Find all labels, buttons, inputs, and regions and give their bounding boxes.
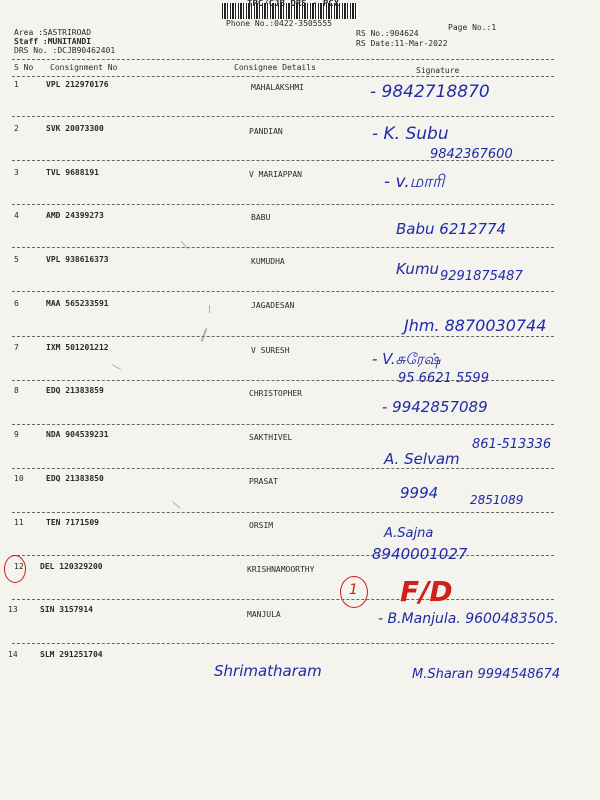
- row-consignee: PRASAT: [249, 477, 278, 486]
- row-rule: [12, 424, 554, 425]
- col-consignment: Consignment No: [50, 63, 118, 72]
- row-consignee: KUMUDHA: [251, 257, 285, 266]
- row-sno: 2: [14, 124, 19, 133]
- row-sno: 12: [14, 562, 24, 571]
- handwritten-phone: 9291875487: [440, 269, 523, 284]
- row-rule: [12, 116, 554, 117]
- red-circled-number: 1: [349, 582, 358, 598]
- row-consignee: ORSIM: [249, 521, 274, 530]
- row-consignment: EDQ 21383850: [46, 474, 104, 483]
- col-signature: Signature: [416, 66, 460, 75]
- row-consignment: MAA 565233591: [46, 299, 109, 308]
- row-consignment: SIN 3157914: [40, 605, 93, 614]
- handwritten-phone: 95 6621 5599: [398, 371, 489, 386]
- row-consignment: IXM 501201212: [46, 343, 109, 352]
- row-consignment: TEN 7171509: [46, 518, 99, 527]
- row-rule: [12, 291, 554, 292]
- row-rule: [12, 468, 554, 469]
- row-rule: [12, 204, 554, 205]
- sheet-title: TPC/CJB DRS - PCX: [247, 0, 340, 9]
- row-consignment: VPL 938616373: [46, 255, 109, 264]
- handwritten-signature: - V.சுரேஷ்: [372, 350, 441, 368]
- row-consignment: SLM 291251704: [40, 650, 103, 659]
- row-consignment: DEL 120329200: [40, 562, 103, 571]
- handwritten-signature: A. Selvam: [384, 450, 460, 468]
- row-rule: [12, 555, 554, 556]
- phone-number: Phone No.:0422-3505555: [226, 19, 332, 28]
- staff-label: Staff :MUNITANDI: [14, 37, 92, 46]
- handwritten-signature: 9994: [400, 484, 439, 502]
- red-circle-mark: [340, 576, 368, 608]
- handwritten-signature: M.Sharan 9994548674: [412, 667, 561, 682]
- row-rule: [12, 336, 554, 337]
- row-sno: 8: [14, 386, 19, 395]
- drs-number: DRS No. :DCJB90462401: [14, 46, 116, 55]
- col-sno: S No: [14, 63, 34, 72]
- row-consignee: V SURESH: [251, 346, 290, 355]
- scan-artifact: [209, 305, 210, 313]
- area-label: Area :SASTRIROAD: [14, 28, 92, 37]
- handwritten-phone: 8940001027: [372, 545, 468, 563]
- row-sno: 9: [14, 430, 19, 439]
- handwritten-signature: Jhm. 8870030744: [404, 316, 547, 335]
- scan-artifact: [172, 501, 180, 508]
- row-consignment: SVK 20073300: [46, 124, 104, 133]
- handwritten-signature: - B.Manjula. 9600483505.: [378, 611, 559, 627]
- row-sno: 6: [14, 299, 19, 308]
- header-top-rule: [12, 59, 554, 60]
- row-sno: 7: [14, 343, 19, 352]
- row-consignee: KRISHNAMOORTHY: [247, 565, 315, 574]
- row-consignment: VPL 212970176: [46, 80, 109, 89]
- handwritten-signature: Kumu: [396, 260, 440, 278]
- handwritten-phone: 9842367600: [430, 147, 513, 162]
- handwritten-signature: - 9942857089: [382, 398, 488, 416]
- row-rule: [12, 247, 554, 248]
- handwritten-signature: Shrimatharam: [214, 662, 322, 680]
- row-consignment: AMD 24399273: [46, 211, 104, 220]
- header-bottom-rule: [12, 76, 554, 77]
- row-consignee: V MARIAPPAN: [249, 170, 302, 179]
- row-sno: 4: [14, 211, 19, 220]
- row-12-circle-mark: [4, 555, 26, 583]
- row-consignment: TVL 9688191: [46, 168, 99, 177]
- row-consignee: MAHALAKSHMI: [251, 83, 304, 92]
- row-rule: [12, 643, 554, 644]
- handwritten-signature: - v.மாரி: [384, 172, 445, 192]
- row-rule: [12, 512, 554, 513]
- page-number: Page No.:1: [448, 23, 497, 32]
- row-consignee: PANDIAN: [249, 127, 283, 136]
- row-sno: 1: [14, 80, 19, 89]
- handwritten-signature: A.Sajna: [384, 526, 434, 541]
- row-consignment: EDQ 21383859: [46, 386, 104, 395]
- rs-date: RS Date:11-Mar-2022: [356, 39, 448, 48]
- row-consignee: BABU: [251, 213, 271, 222]
- row-consignee: CHRISTOPHER: [249, 389, 302, 398]
- fd-red-mark: F/D: [400, 575, 453, 608]
- handwritten-phone: 2851089: [470, 493, 524, 507]
- scan-artifact: [112, 364, 121, 370]
- row-consignee: JAGADESAN: [251, 301, 295, 310]
- col-consignee: Consignee Details: [234, 63, 316, 72]
- row-sno: 14: [8, 650, 18, 659]
- rs-number: RS No.:904624: [356, 29, 419, 38]
- handwritten-signature: Babu 6212774: [396, 220, 507, 238]
- handwritten-signature: - K. Subu: [372, 124, 449, 144]
- row-sno: 11: [14, 518, 24, 527]
- row-consignment: NDA 904539231: [46, 430, 109, 439]
- row-consignee: MANJULA: [247, 610, 281, 619]
- row-sno: 3: [14, 168, 19, 177]
- scan-artifact: [201, 328, 208, 342]
- handwritten-phone: 861-513336: [472, 437, 552, 452]
- row-sno: 5: [14, 255, 19, 264]
- handwritten-signature: - 9842718870: [370, 82, 490, 102]
- row-rule: [12, 599, 554, 600]
- row-sno: 13: [8, 605, 18, 614]
- row-consignee: SAKTHIVEL: [249, 433, 293, 442]
- row-sno: 10: [14, 474, 24, 483]
